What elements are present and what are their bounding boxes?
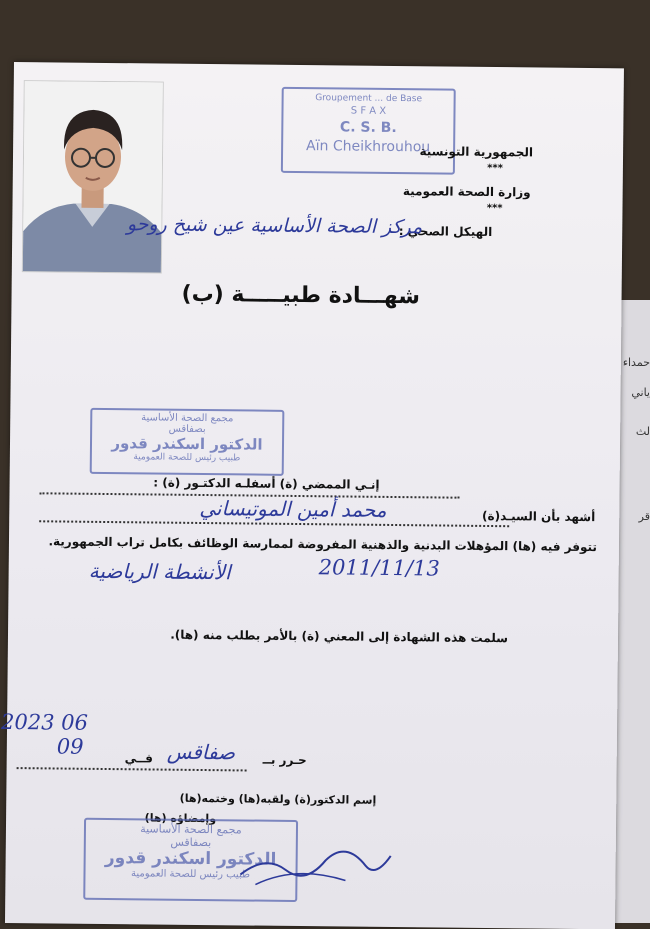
stamp-line: S F A X xyxy=(283,105,453,118)
issue-date-day: 09 xyxy=(57,734,84,758)
underlying-text: ياني xyxy=(631,386,650,399)
written-in-city: صفاقس xyxy=(167,740,236,765)
stamp-line: طبيب رئيس للصحة العمومية xyxy=(92,452,282,464)
signature-line: وإمضاؤه (ها) xyxy=(145,811,217,825)
certificate-page xyxy=(5,62,624,929)
stamp-line: Aïn Cheikhrouhou xyxy=(283,138,453,156)
underlying-text: لث xyxy=(636,425,650,438)
page-title: شهـــادة طبيـــــة (ب) xyxy=(181,282,420,309)
stamp-line: Groupement ... de Base xyxy=(284,93,454,105)
on-label: فــي xyxy=(125,751,153,765)
birth-date: 2011/11/13 xyxy=(319,555,440,580)
stamp-line: مجمع الصحة الأساسية xyxy=(92,412,282,425)
health-structure-value: مركز الصحة الأساسية عين شيخ روحو xyxy=(127,213,423,238)
stamp-line: مجمع الصحة الأساسية xyxy=(86,822,296,837)
doctor-signature xyxy=(235,834,396,896)
id-photo xyxy=(22,80,164,273)
written-in-label: حـرر بــ xyxy=(263,753,307,767)
stamp-line: بصفاقس xyxy=(86,835,296,850)
fitness-statement: تتوفر فيه (ها) المؤهلات البدنية والذهنية المفروضة لممارسة الوظائف بكامل تراب الجمهورية. xyxy=(48,534,597,554)
clinic-stamp xyxy=(281,87,456,175)
ministry-heading: وزارة الصحة العمومية xyxy=(403,184,531,199)
stars: *** xyxy=(487,163,503,174)
dotted-line xyxy=(39,520,509,527)
activity-value: الأنشطة الرياضية xyxy=(89,559,231,584)
underlying-text: حمداء xyxy=(623,356,650,369)
stamp-line: C. S. B. xyxy=(283,119,453,137)
stamp-line: الدكتور اسكندر قدور xyxy=(86,848,296,870)
patient-name: محمد أمين الموتيساني xyxy=(199,496,386,522)
stars: *** xyxy=(487,203,503,214)
issue-date-year-month: 2023 06 xyxy=(1,710,88,735)
health-structure-label: الهيكل الصحي : xyxy=(399,224,493,239)
student-portrait-icon xyxy=(23,81,163,272)
dotted-line xyxy=(17,767,247,771)
issued-statement: سلمت هذه الشهادة إلى المعني (ة) بالأمر بطلب منه (ها). xyxy=(170,628,508,646)
stamp-line: الدكتور اسكندر قدور xyxy=(92,434,282,454)
doctor-stamp xyxy=(90,408,285,476)
underlying-text: قر xyxy=(639,510,650,523)
stamp-line: طبيب رئيس للصحة العمومية xyxy=(85,868,295,881)
doctor-intro-line: إنـي الممضي (ة) أسفلـه الدكتـور (ة) : xyxy=(153,475,379,491)
doctor-name-line: إسم الدكتور(ة) ولقبه(ها) وختمه(ها) xyxy=(180,792,377,807)
republic-heading: الجمهورية التونسية xyxy=(419,144,533,159)
stamp-line: بصفاقس xyxy=(92,423,282,436)
attest-label: أشهد بأن السيـد(ة) xyxy=(482,509,595,524)
